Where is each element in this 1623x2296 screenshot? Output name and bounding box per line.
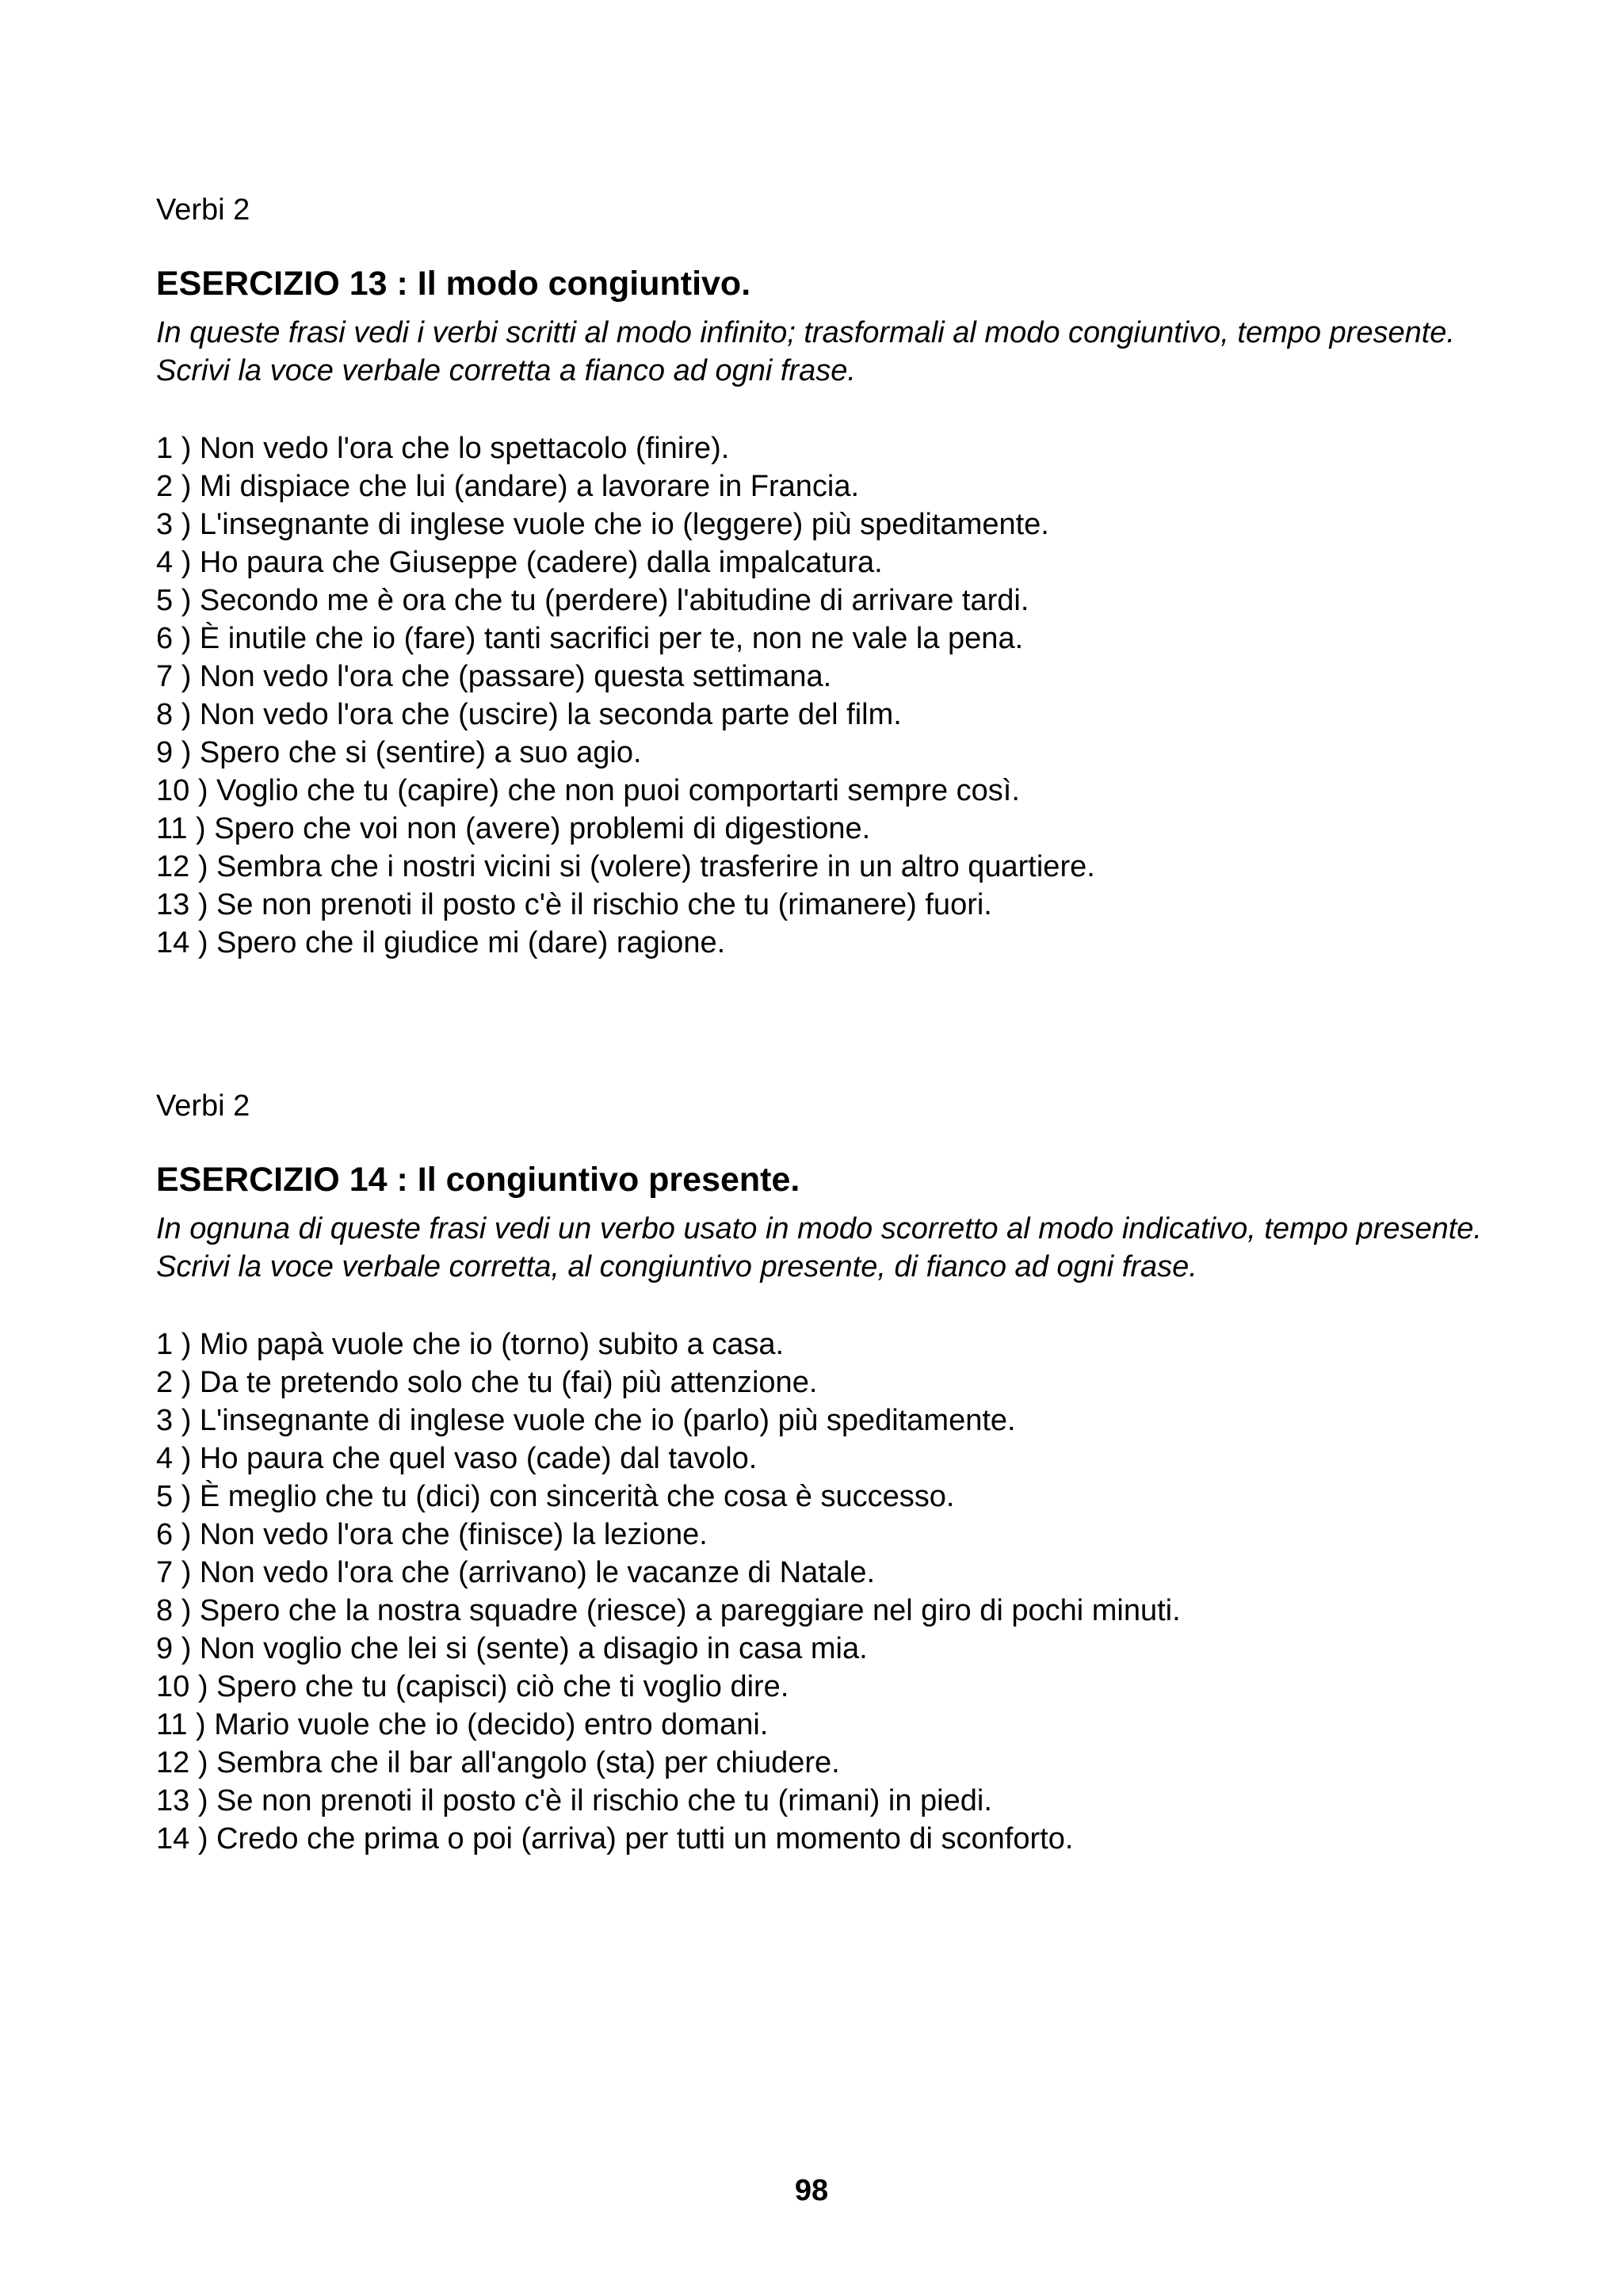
exercise-item: 9 ) Non voglio che lei si (sente) a disagio in casa mia. bbox=[156, 1632, 868, 1665]
exercise-items-list bbox=[156, 429, 1487, 962]
exercise-item: 11 ) Mario vuole che io (decido) entro domani. bbox=[156, 1708, 769, 1741]
exercise-title: ESERCIZIO 14 : Il congiuntivo presente. bbox=[156, 1161, 800, 1199]
exercise-item: 5 ) È meglio che tu (dici) con sincerità che cosa è successo. bbox=[156, 1480, 955, 1513]
exercise-item: 14 ) Spero che il giudice mi (dare) ragione. bbox=[156, 926, 726, 959]
exercise-item: 6 ) Non vedo l'ora che (finisce) la lezione. bbox=[156, 1518, 708, 1551]
exercise-13-section bbox=[156, 192, 1487, 962]
exercise-item: 3 ) L'insegnante di inglese vuole che io (parlo) più speditamente. bbox=[156, 1404, 1016, 1437]
exercise-item: 8 ) Non vedo l'ora che (uscire) la seconda parte del film. bbox=[156, 698, 902, 731]
exercise-item: 12 ) Sembra che il bar all'angolo (sta) per chiudere. bbox=[156, 1746, 840, 1779]
exercise-item: 10 ) Voglio che tu (capire) che non puoi comportarti sempre così. bbox=[156, 774, 1020, 807]
exercise-item: 2 ) Da te pretendo solo che tu (fai) più attenzione. bbox=[156, 1366, 818, 1399]
exercise-item: 5 ) Secondo me è ora che tu (perdere) l'abitudine di arrivare tardi. bbox=[156, 584, 1029, 617]
exercise-item: 9 ) Spero che si (sentire) a suo agio. bbox=[156, 736, 642, 769]
exercise-instructions: In queste frasi vedi i verbi scritti al modo infinito; trasformali al modo congiuntivo, tempo presente. Scrivi la voce verbale corretta a fianco ad ogni frase. bbox=[156, 316, 1455, 387]
exercise-instructions: In ognuna di queste frasi vedi un verbo usato in modo scorretto al modo indicativo, tempo presente. Scrivi la voce verbale corretta, al congiuntivo presente, di fianco ad ogni frase. bbox=[156, 1212, 1482, 1283]
exercise-item: 7 ) Non vedo l'ora che (arrivano) le vacanze di Natale. bbox=[156, 1556, 876, 1589]
exercise-item: 13 ) Se non prenoti il posto c'è il rischio che tu (rimanere) fuori. bbox=[156, 888, 992, 921]
page-number: 98 bbox=[794, 2174, 829, 2207]
exercise-item: 4 ) Ho paura che Giuseppe (cadere) dalla impalcatura. bbox=[156, 546, 883, 579]
exercise-item: 3 ) L'insegnante di inglese vuole che io (leggere) più speditamente. bbox=[156, 508, 1049, 541]
exercise-item: 2 ) Mi dispiace che lui (andare) a lavorare in Francia. bbox=[156, 470, 860, 503]
exercise-items-list bbox=[156, 1325, 1487, 1858]
exercise-14-section bbox=[156, 1088, 1487, 1858]
exercise-item: 6 ) È inutile che io (fare) tanti sacrifici per te, non ne vale la pena. bbox=[156, 622, 1024, 655]
exercise-item: 8 ) Spero che la nostra squadre (riesce) a pareggiare nel giro di pochi minuti. bbox=[156, 1594, 1181, 1627]
exercise-item: 11 ) Spero che voi non (avere) problemi di digestione. bbox=[156, 812, 871, 845]
exercise-item: 13 ) Se non prenoti il posto c'è il rischio che tu (rimani) in piedi. bbox=[156, 1784, 992, 1817]
exercise-title: ESERCIZIO 13 : Il modo congiuntivo. bbox=[156, 265, 751, 303]
exercise-item: 1 ) Mio papà vuole che io (torno) subito a casa. bbox=[156, 1328, 785, 1361]
exercise-item: 12 ) Sembra che i nostri vicini si (volere) trasferire in un altro quartiere. bbox=[156, 850, 1095, 883]
exercise-item: 1 ) Non vedo l'ora che lo spettacolo (finire). bbox=[156, 432, 730, 465]
exercise-item: 14 ) Credo che prima o poi (arriva) per tutti un momento di sconforto. bbox=[156, 1822, 1074, 1855]
exercise-item: 10 ) Spero che tu (capisci) ciò che ti voglio dire. bbox=[156, 1670, 789, 1703]
section-category: Verbi 2 bbox=[156, 193, 250, 227]
section-category: Verbi 2 bbox=[156, 1089, 250, 1123]
exercise-item: 7 ) Non vedo l'ora che (passare) questa settimana. bbox=[156, 660, 832, 693]
exercise-item: 4 ) Ho paura che quel vaso (cade) dal tavolo. bbox=[156, 1442, 758, 1475]
